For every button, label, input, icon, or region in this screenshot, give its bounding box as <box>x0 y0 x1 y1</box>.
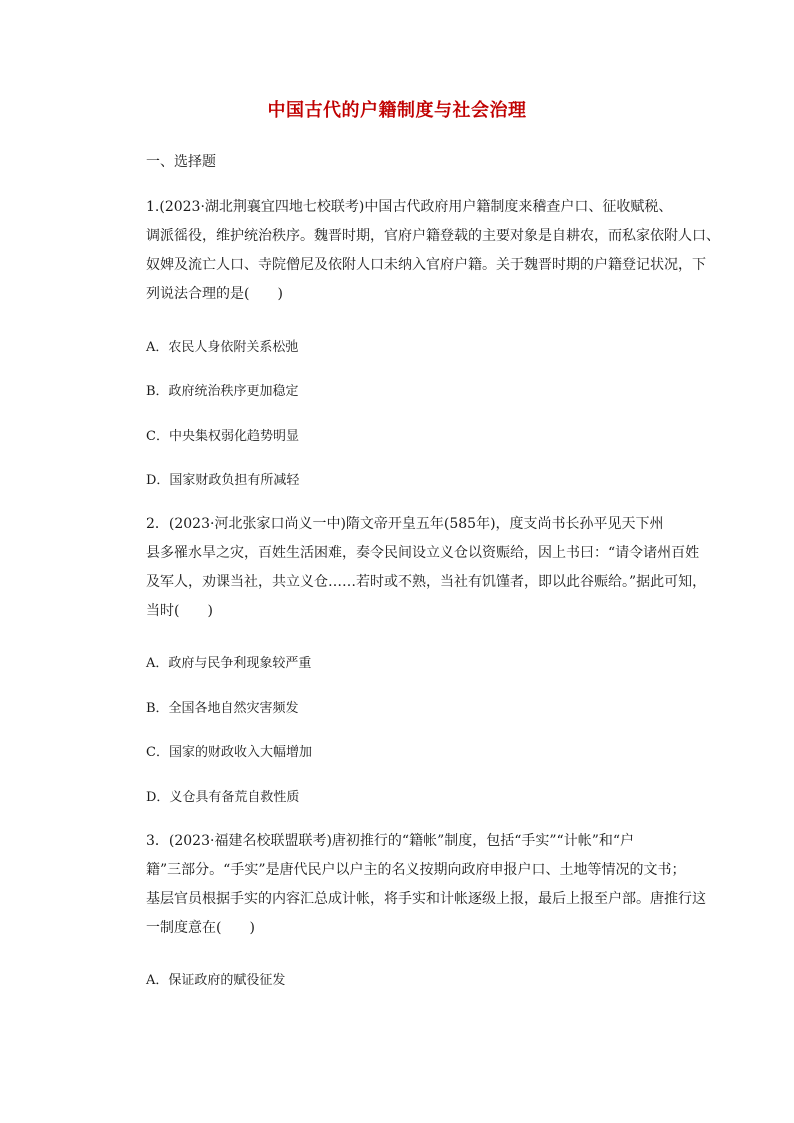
question-2-option-a: A．政府与民争利现象较严重 <box>146 656 312 671</box>
question-2-line-2: 县多罹水旱之灾，百姓生活困难，奏令民间设立义仓以资赈给，因上书曰：“请令诸州百姓 <box>146 545 700 561</box>
question-3-line-3: 基层官员根据手实的内容汇总成计帐，将手实和计帐逐级上报，最后上报至户部。唐推行这 <box>146 891 706 907</box>
question-1-line-1: 1.(2023·湖北荆襄宜四地七校联考)中国古代政府用户籍制度来稽查户口、征收赋税、 <box>146 199 673 215</box>
question-3-option-a: A．保证政府的赋役征发 <box>146 973 286 988</box>
question-2-line-3: 及军人，劝课当社，共立义仓……若时或不熟，当社有饥馑者，即以此谷赈给。”据此可知， <box>146 574 707 590</box>
question-2-option-d: D．义仓具有备荒自救性质 <box>146 790 300 805</box>
question-3-line-2: 籍”三部分。“手实”是唐代民户以户主的名义按期向政府申报户口、土地等情况的文书； <box>146 862 686 878</box>
question-2-line-1: 2．(2023·河北张家口尚义一中)隋文帝开皇五年(585年)，度支尚书长孙平见天下州 <box>146 516 664 532</box>
section-heading: 一、选择题 <box>146 154 216 170</box>
question-3-line-4: 一制度意在( ) <box>146 920 255 936</box>
question-2-option-b: B．全国各地自然灾害频发 <box>146 701 299 716</box>
question-1 <box>146 193 720 309</box>
question-3 <box>146 827 706 943</box>
document-title: 中国古代的户籍制度与社会治理 <box>267 100 527 121</box>
question-1-line-4: 列说法合理的是( ) <box>146 286 283 302</box>
question-1-option-b: B．政府统治秩序更加稳定 <box>146 384 299 399</box>
question-2 <box>146 510 707 626</box>
question-2-line-4: 当时( ) <box>146 603 213 619</box>
question-1-line-3: 奴婢及流亡人口、寺院僧尼及依附人口未纳入官府户籍。关于魏晋时期的户籍登记状况，下 <box>146 257 706 273</box>
question-3-line-1: 3．(2023·福建名校联盟联考)唐初推行的“籍帐”制度，包括“手实”“计帐”和“户 <box>146 833 635 849</box>
question-1-option-a: A．农民人身依附关系松弛 <box>146 340 299 355</box>
question-2-option-c: C．国家的财政收入大幅增加 <box>146 745 312 760</box>
question-1-line-2: 调派徭役，维护统治秩序。魏晋时期，官府户籍登载的主要对象是自耕农，而私家依附人口、 <box>146 228 720 244</box>
question-1-option-c: C．中央集权弱化趋势明显 <box>146 429 299 444</box>
question-1-option-d: D．国家财政负担有所减轻 <box>146 473 300 488</box>
